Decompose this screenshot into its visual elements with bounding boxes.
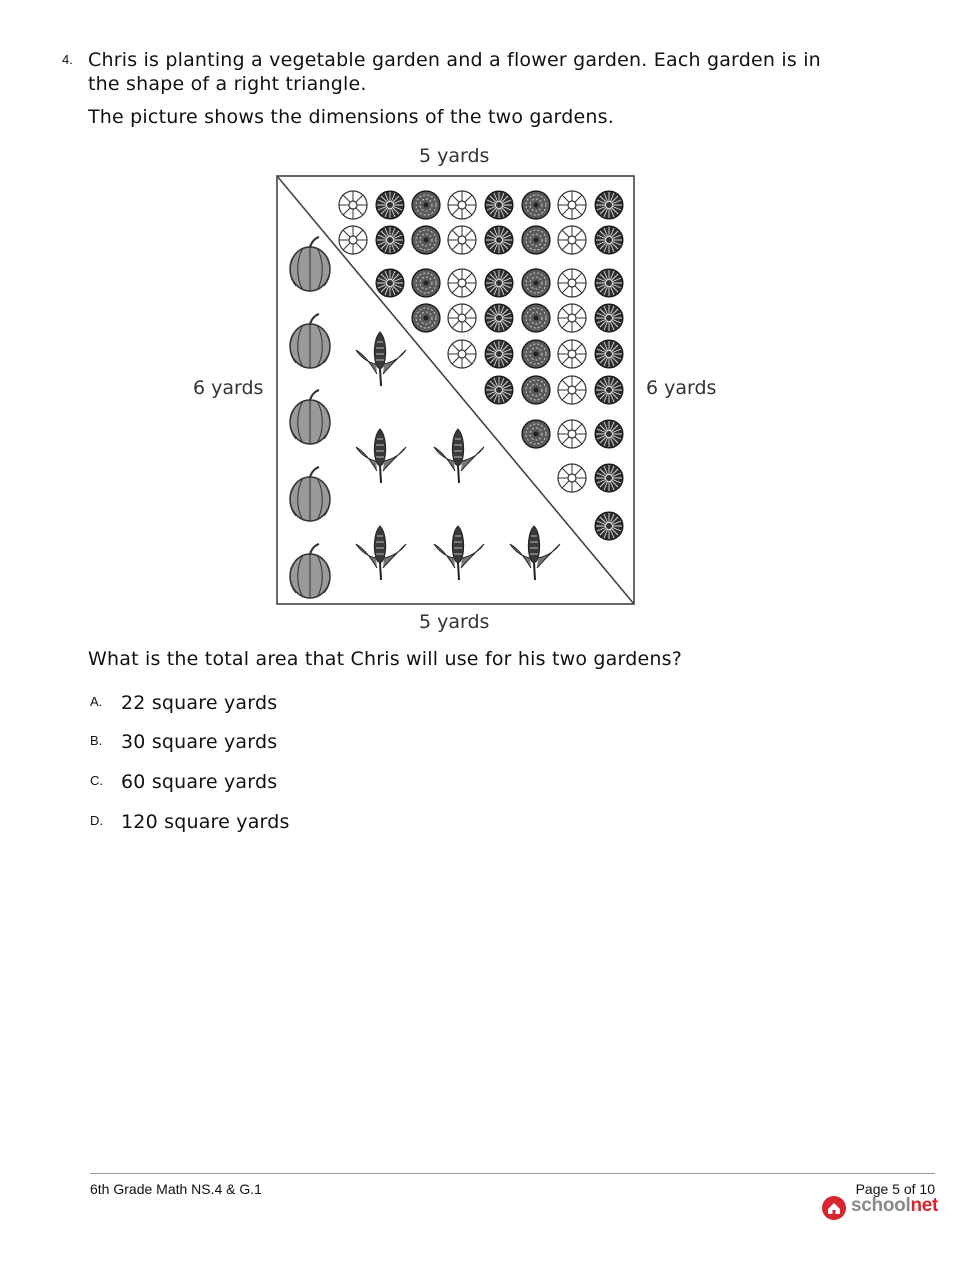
figure-right-label: 6 yards bbox=[646, 377, 717, 399]
flower-icon bbox=[558, 191, 586, 219]
question-stem: Chris is planting a vegetable garden and a flower garden. Each garden is in the shape of a right triangle. bbox=[88, 49, 821, 95]
figure-left-label: 6 yards bbox=[193, 377, 264, 399]
marigold-icon bbox=[412, 304, 440, 332]
flower-icon bbox=[448, 191, 476, 219]
choice-text: 120 square yards bbox=[121, 811, 290, 833]
flower-icon bbox=[558, 340, 586, 368]
flower-icon bbox=[448, 226, 476, 254]
flower-icon bbox=[558, 464, 586, 492]
sunflower-icon bbox=[595, 420, 623, 448]
marigold-icon bbox=[522, 376, 550, 404]
sunflower-icon bbox=[595, 512, 623, 540]
flower-icon bbox=[558, 304, 586, 332]
flower-icon bbox=[448, 304, 476, 332]
figure-top-label: 5 yards bbox=[419, 145, 490, 167]
marigold-icon bbox=[522, 226, 550, 254]
marigold-icon bbox=[412, 226, 440, 254]
question-subtext: The picture shows the dimensions of the two gardens. bbox=[88, 106, 614, 128]
figure-bottom-label: 5 yards bbox=[419, 611, 490, 633]
marigold-icon bbox=[522, 340, 550, 368]
flower-icon bbox=[339, 191, 367, 219]
sunflower-icon bbox=[595, 304, 623, 332]
marigold-icon bbox=[412, 269, 440, 297]
sunflower-icon bbox=[376, 191, 404, 219]
sunflower-icon bbox=[485, 304, 513, 332]
flower-icon bbox=[558, 226, 586, 254]
flower-icon bbox=[558, 420, 586, 448]
sunflower-icon bbox=[485, 191, 513, 219]
choice-letter: C. bbox=[90, 773, 103, 788]
choice-letter: D. bbox=[90, 813, 103, 828]
question-number: 4. bbox=[62, 52, 73, 67]
marigold-icon bbox=[522, 191, 550, 219]
choice-text: 30 square yards bbox=[121, 731, 278, 753]
marigold-icon bbox=[522, 304, 550, 332]
footer-course-title: 6th Grade Math NS.4 & G.1 bbox=[90, 1181, 262, 1197]
choice-letter: A. bbox=[90, 694, 103, 709]
flower-icon bbox=[558, 376, 586, 404]
sunflower-icon bbox=[595, 191, 623, 219]
house-icon bbox=[821, 1195, 847, 1221]
sunflower-icon bbox=[376, 269, 404, 297]
flower-icon bbox=[448, 340, 476, 368]
choice-text: 60 square yards bbox=[121, 771, 278, 793]
flower-icon bbox=[558, 269, 586, 297]
sunflower-icon bbox=[595, 340, 623, 368]
sunflower-icon bbox=[485, 269, 513, 297]
marigold-icon bbox=[412, 191, 440, 219]
footer-page-number: Page 5 of 10 bbox=[855, 1181, 935, 1197]
sunflower-icon bbox=[376, 226, 404, 254]
sunflower-icon bbox=[485, 376, 513, 404]
sunflower-icon bbox=[595, 464, 623, 492]
footer-divider bbox=[90, 1173, 935, 1174]
logo-text: schoolnet bbox=[851, 1195, 939, 1216]
choice-text: 22 square yards bbox=[121, 692, 278, 714]
sunflower-icon bbox=[595, 376, 623, 404]
sunflower-icon bbox=[595, 269, 623, 297]
sunflower-icon bbox=[595, 226, 623, 254]
marigold-icon bbox=[522, 420, 550, 448]
flower-icon bbox=[448, 269, 476, 297]
sunflower-icon bbox=[485, 340, 513, 368]
choice-letter: B. bbox=[90, 733, 103, 748]
flower-icon bbox=[339, 226, 367, 254]
sunflower-icon bbox=[485, 226, 513, 254]
marigold-icon bbox=[522, 269, 550, 297]
question-prompt: What is the total area that Chris will use for his two gardens? bbox=[88, 648, 682, 670]
